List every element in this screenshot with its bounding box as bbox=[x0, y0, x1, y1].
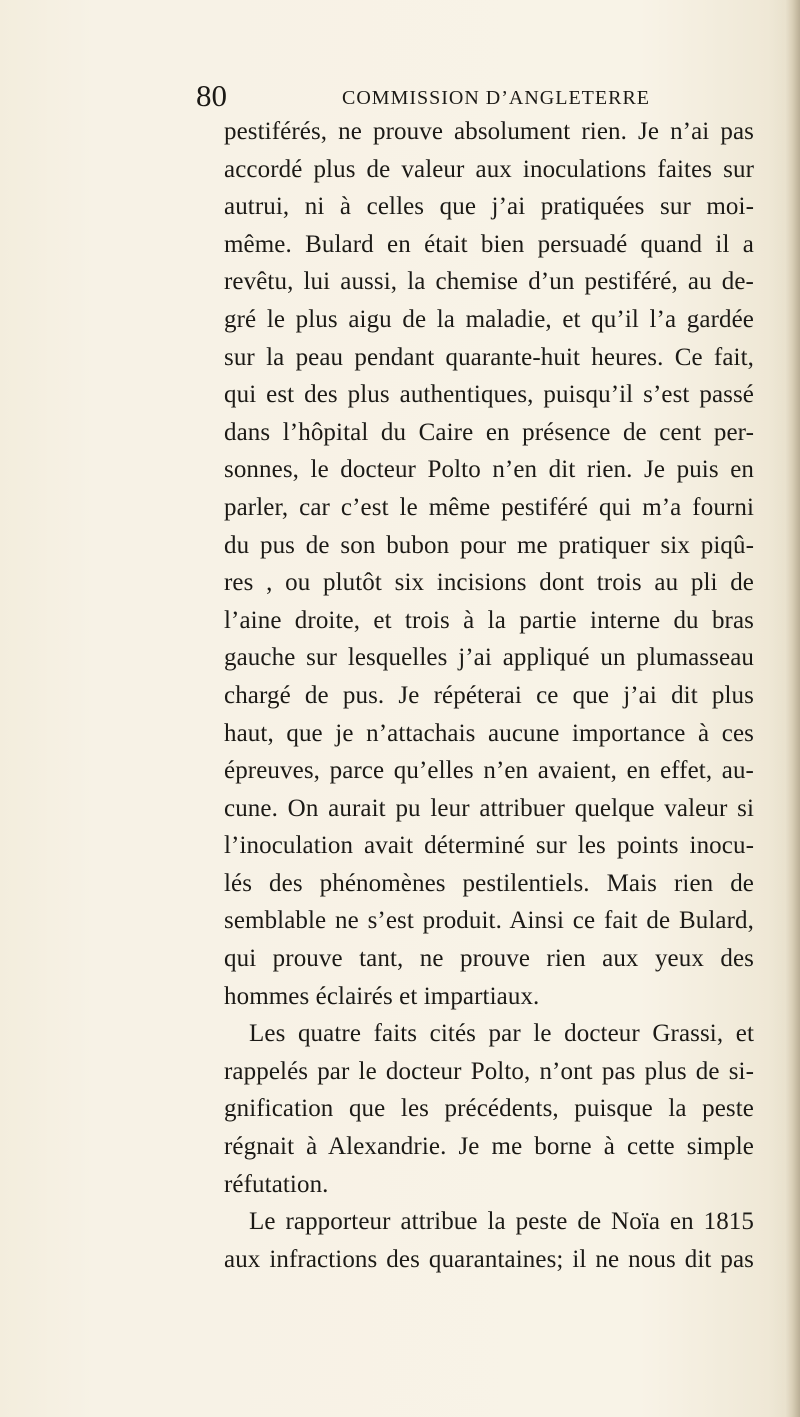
text-line: dans l’hôpital du Caire en présence de cent per- bbox=[224, 418, 754, 446]
text-line: épreuves, parce qu’elles n’en avaient, en effet, au- bbox=[224, 757, 754, 785]
text-line: sonnes, le docteur Polto n’en dit rien. Je puis en bbox=[224, 456, 754, 484]
text-line: aux infractions des quarantaines; il ne nous dit pas bbox=[224, 1245, 754, 1273]
text-line: chargé de pus. Je répéterai ce que j’ai dit plus bbox=[224, 681, 754, 709]
text-line: Le rapporteur attribue la peste de Noïa en 1815 bbox=[249, 1208, 754, 1236]
text-line: qui est des plus authentiques, puisqu’il s’est passé bbox=[224, 381, 754, 409]
text-line: régnait à Alexandrie. Je me borne à cette simple bbox=[224, 1133, 754, 1161]
text-line: haut, que je n’attachais aucune importance à ces bbox=[224, 719, 754, 747]
text-line: sur la peau pendant quarante-huit heures. Ce fait, bbox=[224, 343, 754, 371]
text-line: parler, car c’est le même pestiféré qui m’a fourni bbox=[224, 493, 754, 521]
running-head: COMMISSION D’ANGLETERRE bbox=[342, 87, 650, 109]
text-line: rappelés par le docteur Polto, n’ont pas plus de si- bbox=[224, 1057, 754, 1085]
text-line: semblable ne s’est produit. Ainsi ce fait de Bulard, bbox=[224, 907, 754, 935]
text-line: accordé plus de valeur aux inoculations faites sur bbox=[224, 155, 754, 183]
text-line: gré le plus aigu de la maladie, et qu’il l’a gardée bbox=[224, 305, 754, 333]
page-edge-shadow bbox=[786, 0, 800, 1417]
text-line: gnification que les précédents, puisque la peste bbox=[224, 1095, 754, 1123]
text-line: qui prouve tant, ne prouve rien aux yeux des bbox=[224, 945, 754, 973]
text-line: l’aine droite, et trois à la partie interne du bras bbox=[224, 606, 754, 634]
text-line: du pus de son bubon pour me pratiquer six piqû- bbox=[224, 531, 754, 559]
text-line: revêtu, lui aussi, la chemise d’un pestiféré, au de- bbox=[224, 268, 754, 296]
text-line: gauche sur lesquelles j’ai appliqué un plumasseau bbox=[224, 644, 754, 672]
body-text bbox=[224, 113, 754, 1278]
text-line: lés des phénomènes pestilentiels. Mais rien de bbox=[224, 869, 754, 897]
text-line: l’inoculation avait déterminé sur les points inocu- bbox=[224, 832, 754, 860]
text-line: pestiférés, ne prouve absolument rien. Je n’ai pas bbox=[224, 118, 754, 145]
text-line: autrui, ni à celles que j’ai pratiquées sur moi- bbox=[224, 193, 754, 221]
page-number: 80 bbox=[196, 78, 227, 113]
text-line: hommes éclairés et impartiaux. bbox=[224, 982, 540, 1010]
text-line: même. Bulard en était bien persuadé quand il a bbox=[224, 230, 754, 258]
text-line: cune. On aurait pu leur attribuer quelque valeur si bbox=[224, 794, 754, 822]
text-line: res , ou plutôt six incisions dont trois au pli de bbox=[224, 569, 754, 597]
text-line: réfutation. bbox=[224, 1170, 329, 1198]
text-line: Les quatre faits cités par le docteur Grassi, et bbox=[249, 1020, 754, 1048]
page-header bbox=[196, 78, 756, 114]
